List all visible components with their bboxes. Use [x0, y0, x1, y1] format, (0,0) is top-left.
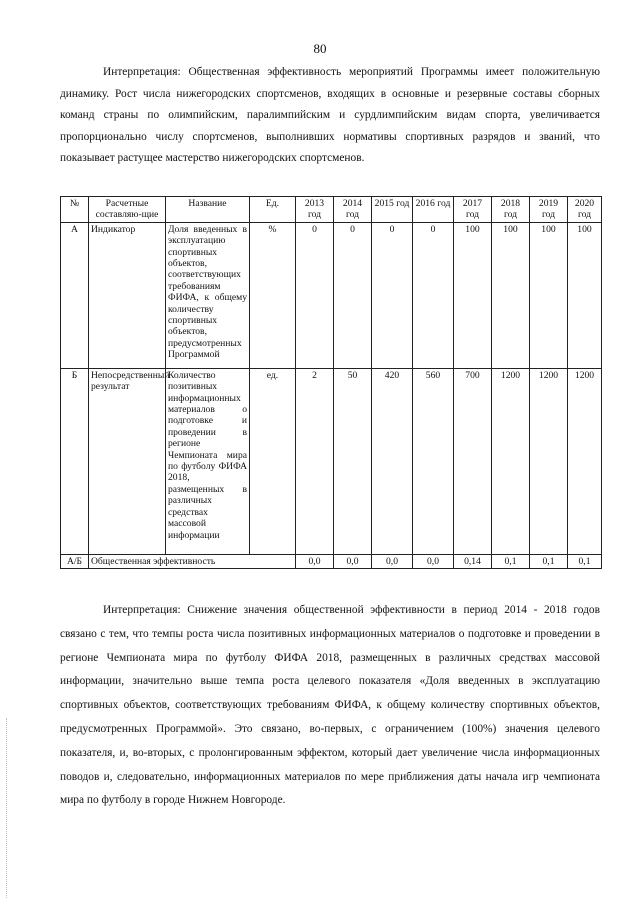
row-value: 1200 — [568, 368, 602, 554]
row-name: Количество позитивных информационных материалов о подготовке и проведении в регионе Чемпионата мира по футболу ФИФА 2018, размещенных в различных средствах массовой информации — [166, 368, 250, 554]
header-year: 2013 год — [296, 197, 334, 223]
summary-value: 0,0 — [413, 554, 454, 568]
row-value: 0 — [413, 222, 454, 368]
header-year: 2020 год — [568, 197, 602, 223]
summary-value: 0,0 — [372, 554, 413, 568]
row-value: 2 — [296, 368, 334, 554]
interpretation-paragraph-1: Интерпретация: Общественная эффективность мероприятий Программы имеет положительную динамику. Рост числа нижегородских спортсменов, входящих в основные и резервные составы сборных команд страны по олимпийским, паралимпийским и сурдлимпийским видам спорта, увеличивается пропорционально числу спортсменов, выполнивших нормативы спортивных разрядов и званий, что показывает растущее мастерство нижегородских спортсменов. — [60, 66, 600, 164]
table-row-indicator — [61, 222, 602, 368]
row-value: 50 — [334, 368, 372, 554]
row-value: 0 — [296, 222, 334, 368]
summary-label: Общественная эффективность — [89, 554, 296, 568]
row-value: 0 — [334, 222, 372, 368]
row-value: 700 — [454, 368, 492, 554]
summary-value: 0,1 — [492, 554, 530, 568]
table-header-row — [61, 197, 602, 223]
row-value: 100 — [568, 222, 602, 368]
page-number: 80 — [313, 41, 327, 56]
header-year: 2018 год — [492, 197, 530, 223]
header-unit: Ед. — [250, 197, 296, 223]
row-value: 100 — [492, 222, 530, 368]
summary-value: 0,0 — [334, 554, 372, 568]
header-year: 2016 год — [413, 197, 454, 223]
row-unit: ед. — [250, 368, 296, 554]
scan-edge-mark — [6, 718, 8, 898]
row-value: 1200 — [492, 368, 530, 554]
row-value: 560 — [413, 368, 454, 554]
row-component: Индикатор — [89, 222, 166, 368]
table-row-summary — [61, 554, 602, 568]
header-year: 2014 год — [334, 197, 372, 223]
row-value: 0 — [372, 222, 413, 368]
indicators-table — [60, 196, 602, 569]
header-year: 2017 год — [454, 197, 492, 223]
row-num: Б — [61, 368, 89, 554]
row-num: А — [61, 222, 89, 368]
row-value: 100 — [454, 222, 492, 368]
header-year: 2015 год — [372, 197, 413, 223]
interpretation-paragraph-2: Интерпретация: Снижение значения общественной эффективности в период 2014 - 2018 годов связано с тем, что темпы роста числа позитивных информационных материалов о подготовке и проведении в регионе Чемпионата мира по футболу ФИФА 2018, размещенных в различных средствах массовой информации, значительно выше темпа роста целевого показателя «Доля введенных в эксплуатацию спортивных объектов, соответствующих требованиям ФИФА, к общему количеству спортивных объектов, предусмотренных Программой». Это связано, во-первых, с ограничением (100%) значения целевого показателя, и, во-вторых, с пролонгированным эффектом, который дает увеличение числа информационных поводов и, следовательно, информационных материалов по мере приближения даты начала игр чемпионата мира по футболу в городе Нижнем Новгороде. — [60, 604, 600, 807]
header-year: 2019 год — [530, 197, 568, 223]
row-value: 1200 — [530, 368, 568, 554]
summary-num: А/Б — [61, 554, 89, 568]
row-value: 100 — [530, 222, 568, 368]
row-name: Доля введенных в эксплуатацию спортивных объектов, соответствующих требованиям ФИФА, к общему количеству спортивных объектов, предусмотренных Программой — [166, 222, 250, 368]
row-unit: % — [250, 222, 296, 368]
row-value: 420 — [372, 368, 413, 554]
summary-value: 0,14 — [454, 554, 492, 568]
row-component: Непосредственный результат — [89, 368, 166, 554]
header-components: Расчетные составляю-щие — [89, 197, 166, 223]
table-row-result — [61, 368, 602, 554]
summary-value: 0,1 — [530, 554, 568, 568]
header-name: Название — [166, 197, 250, 223]
summary-value: 0,0 — [296, 554, 334, 568]
header-num: № — [61, 197, 89, 223]
summary-value: 0,1 — [568, 554, 602, 568]
